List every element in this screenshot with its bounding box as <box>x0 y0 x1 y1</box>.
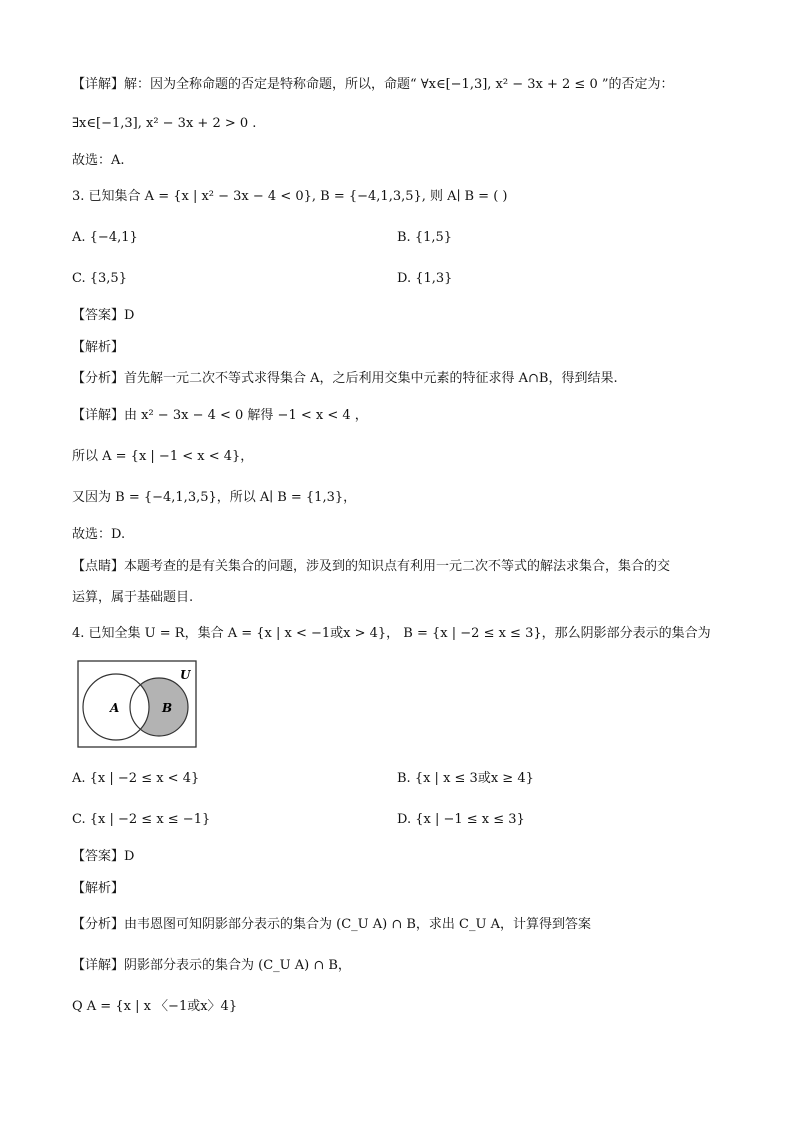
intersection-line: 又因为 B = {−4,1,3,5}，所以 A∣ B = {1,3}， <box>72 490 357 505</box>
analysis-q3: 【分析】首先解一元二次不等式求得集合 A，之后利用交集中元素的特征求得 A∩B，得到结果. <box>72 371 618 386</box>
set-b-label: B <box>162 701 173 715</box>
answer-q4: 【答案】D <box>72 849 135 864</box>
negation-line: ∃x∈[−1,3], x² − 3x + 2 > 0 . <box>72 116 257 131</box>
question-4: 4. 已知全集 U = R，集合 A = {x | x < −1或x > 4}， B = {x | −2 ≤ x ≤ 3}，那么阴影部分表示的集合为 <box>72 626 711 641</box>
q4-option-d: D. {x | −1 ≤ x ≤ 3} <box>397 812 525 827</box>
q4-option-a: A. {x | −2 ≤ x < 4} <box>72 771 200 786</box>
comment-q3: 【点睛】本题考查的是有关集合的问题，涉及到的知识点有利用一元二次不等式的解法求集合，集合的交 <box>72 559 671 574</box>
venn-diagram <box>77 660 197 748</box>
question-3: 3. 已知集合 A = {x | x² − 3x − 4 < 0}, B = {−4,1,3,5}, 则 A∣ B = ( ) <box>72 189 508 204</box>
set-a-line: 所以 A = {x | −1 < x < 4}， <box>72 449 254 464</box>
detail-line-q2: 【详解】解：因为全称命题的否定是特称命题，所以，命题“ ∀x∈[−1,3], x² − 3x + 2 ≤ 0 ”的否定为： <box>72 77 674 92</box>
analysis-heading-q3: 【解析】 <box>72 340 125 355</box>
set-a-label: A <box>110 701 120 715</box>
universe-label: U <box>180 668 191 682</box>
choice-line-q2: 故选：A. <box>72 153 125 168</box>
answer-q3: 【答案】D <box>72 308 135 323</box>
analysis-heading-q4: 【解析】 <box>72 881 125 896</box>
detail-q3: 【详解】由 x² − 3x − 4 < 0 解得 −1 < x < 4 ， <box>72 408 368 423</box>
q3-option-d: D. {1,3} <box>397 271 453 286</box>
q3-option-c: C. {3,5} <box>72 271 127 286</box>
analysis-q4: 【分析】由韦恩图可知阴影部分表示的集合为 (C_U A) ∩ B，求出 C_U A，计算得到答案 <box>72 917 591 932</box>
detail-q4: 【详解】阴影部分表示的集合为 (C_U A) ∩ B， <box>72 958 351 973</box>
comment-q3-cont: 运算，属于基础题目. <box>72 590 194 605</box>
set-a-q4-line: Q A = {x | x 〈−1或x〉4} <box>72 999 238 1014</box>
q3-option-a: A. {−4,1} <box>72 230 138 245</box>
choice-line-q3: 故选：D. <box>72 527 126 542</box>
q4-option-c: C. {x | −2 ≤ x ≤ −1} <box>72 812 211 827</box>
q3-option-b: B. {1,5} <box>397 230 453 245</box>
q4-option-b: B. {x | x ≤ 3或x ≥ 4} <box>397 771 534 786</box>
